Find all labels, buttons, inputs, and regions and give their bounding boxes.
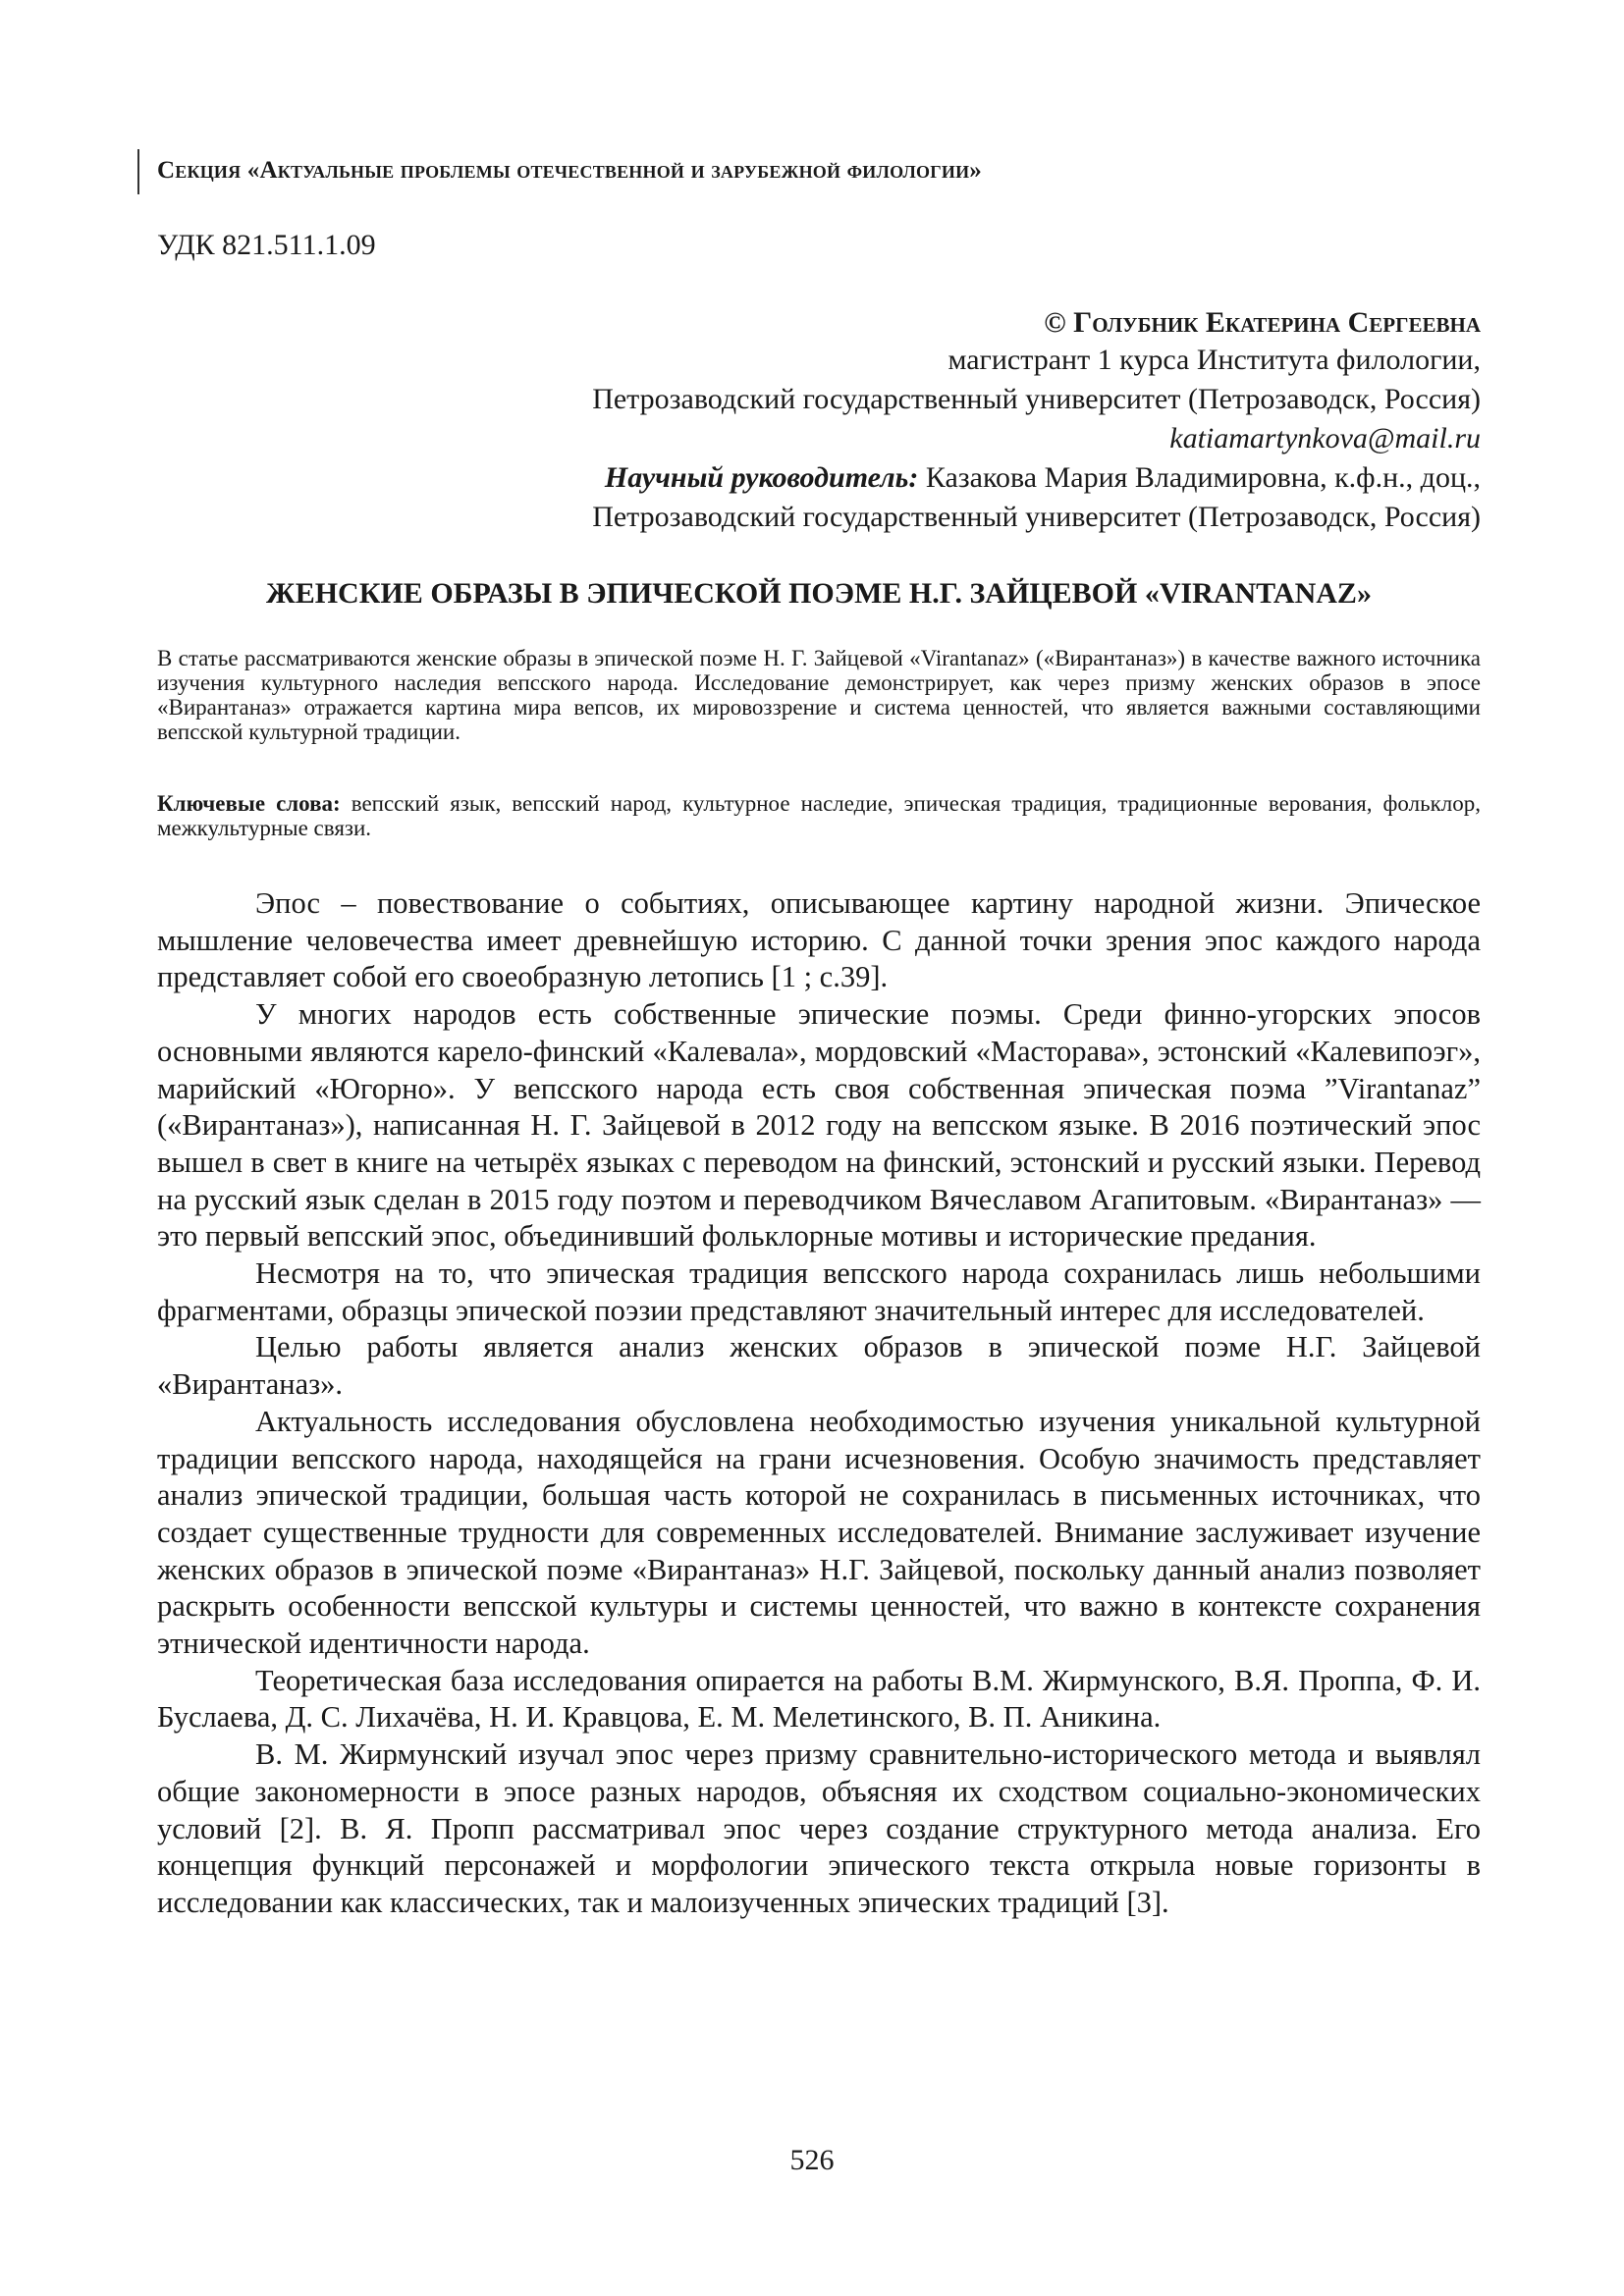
article-title: ЖЕНСКИЕ ОБРАЗЫ В ЭПИЧЕСКОЙ ПОЭМЕ Н.Г. ЗАЙЦЕВОЙ «VIRANTANAZ»	[266, 577, 1372, 610]
margin-bar	[137, 149, 139, 194]
keywords-text: вепсский язык, вепсский народ, культурное наследие, эпическая традиция, традиционные верования, фольклор, межкультурные связи.	[157, 791, 1481, 840]
page-number: 526	[789, 2144, 835, 2176]
body-paragraph: В. М. Жирмунский изучал эпос через призму сравнительно-исторического метода и выявлял общие закономерности в эпосе разных народов, объясняя их сходством социально-экономических условий [2]. В. Я. Пропп рассматривал эпос через создание структурного метода анализа. Его концепция функций персонажей и морфологии эпического текста открыла новые горизонты в исследовании как классических, так и малоизученных эпических традиций [3].	[157, 1737, 1481, 1919]
body-paragraph: Несмотря на то, что эпическая традиция вепсского народа сохранилась лишь небольшими фрагментами, образцы эпической поэзии представляют значительный интерес для исследователей.	[157, 1256, 1481, 1327]
keywords	[157, 791, 1481, 840]
supervisor-line	[605, 461, 1481, 495]
body-paragraph: У многих народов есть собственные эпические поэмы. Среди финно-угорских эпосов основными являются карело-финский «Калевала», мордовский «Масторава», эстонский «Калевипоэг», марийский «Югорно». У вепсского народа есть своя собственная эпическая поэма ”Virantanaz” («Вирантаназ»), написанная Н. Г. Зайцевой в 2012 году на вепсском языке. В 2016 поэтический эпос вышел в свет в книге на четырёх языках с переводом на финский, эстонский и русский языки. Перевод на русский язык сделан в 2015 году поэтом и переводчиком Вячеславом Агапитовым. «Вирантаназ» — это первый вепсский эпос, объединивший фольклорные мотивы и исторические предания.	[157, 997, 1481, 1254]
keywords-label: Ключевые слова:	[157, 791, 341, 816]
body-paragraph: Актуальность исследования обусловлена необходимостью изучения уникальной культурной традиции вепсского народа, находящейся на грани исчезновения. Особую значимость представляет анализ эпической традиции, большая часть которой не сохранилась в письменных источниках, что создает существенные трудности для современных исследователей. Внимание заслуживает изучение женских образов в эпической поэме «Вирантаназ» Н.Г. Зайцевой, поскольку данный анализ позволяет раскрыть особенности вепсской культуры и системы ценностей, что важно в контексте сохранения этнической идентичности народа.	[157, 1404, 1481, 1661]
author-affiliation: Петрозаводский государственный университет (Петрозаводск, Россия)	[592, 383, 1481, 415]
author-name: © Голубник Екатерина Сергеевна	[1044, 306, 1481, 339]
supervisor-name: Казакова Мария Владимировна, к.ф.н., доц.,	[918, 461, 1481, 494]
body-paragraph: Теоретическая база исследования опирается на работы В.М. Жирмунского, В.Я. Проппа, Ф. И. Буслаева, Д. С. Лихачёва, Н. И. Кравцова, Е. М. Мелетинского, В. П. Аникина.	[157, 1663, 1481, 1735]
udk-code: УДК 821.511.1.09	[157, 229, 376, 261]
abstract: В статье рассматриваются женские образы в эпической поэме Н. Г. Зайцевой «Virantanaz» («Вирантаназ») в качестве важного источника изучения культурного наследия вепсского народа. Исследование демонстрирует, как через призму женских образов в эпосе «Вирантаназ» отражается картина мира вепсов, их мировоззрение и система ценностей, что является важными составляющими вепсской культурной традиции.	[157, 646, 1481, 744]
author-email[interactable]: katiamartynkova@mail.ru	[1169, 422, 1481, 454]
article-body	[157, 885, 1481, 1922]
supervisor-affiliation: Петрозаводский государственный университет (Петрозаводск, Россия)	[592, 501, 1481, 533]
supervisor-label: Научный руководитель:	[604, 461, 919, 494]
body-paragraph: Целью работы является анализ женских образов в эпической поэме Н.Г. Зайцевой «Вирантаназ».	[157, 1330, 1481, 1402]
section-heading: Секция «Актуальные проблемы отечественной и зарубежной филологии»	[157, 157, 982, 184]
body-paragraph: Эпос – повествование о событиях, описывающее картину народной жизни. Эпическое мышление человечества имеет древнейшую историю. С данной точки зрения эпос каждого народа представляет собой его своеобразную летопись [1 ; с.39].	[157, 886, 1481, 994]
author-position: магистрант 1 курса Института филологии,	[947, 344, 1481, 376]
